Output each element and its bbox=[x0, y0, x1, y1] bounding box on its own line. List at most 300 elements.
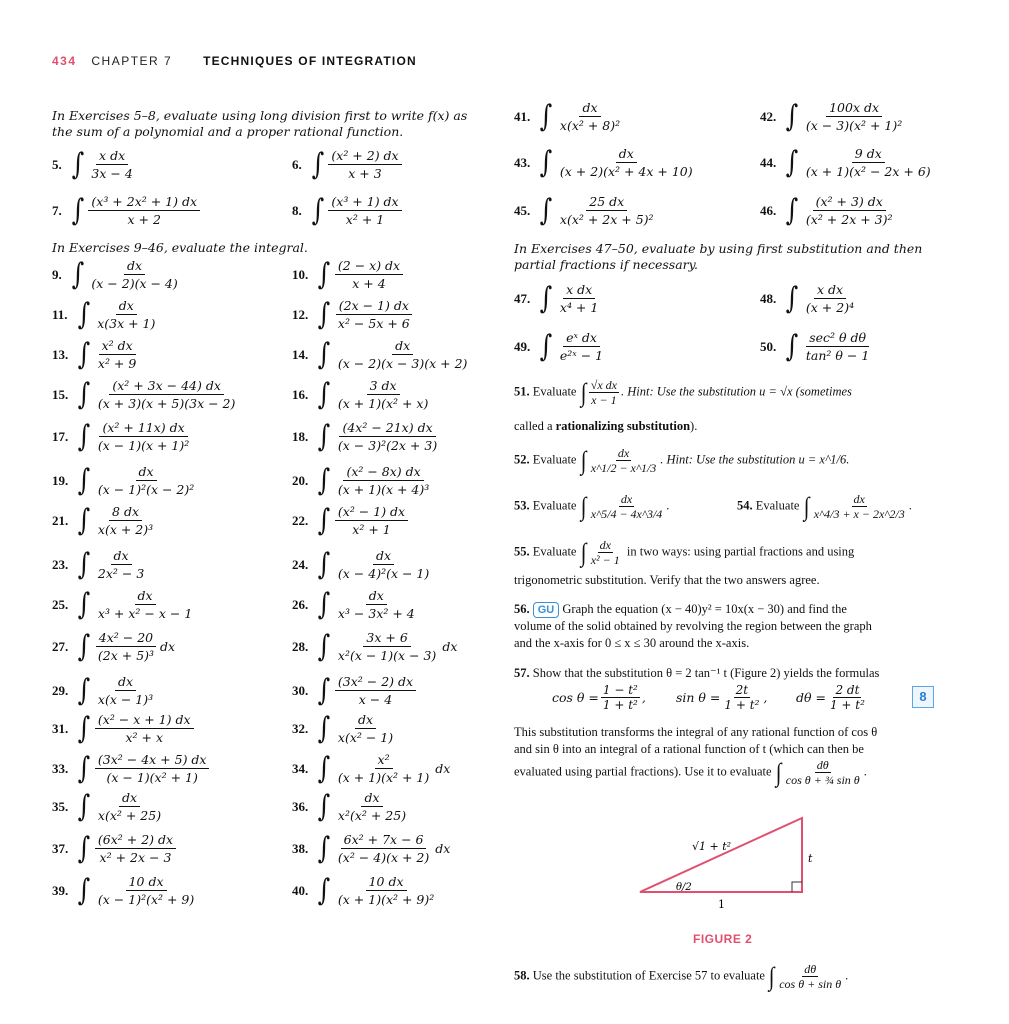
numerator: 8 dx bbox=[109, 504, 142, 521]
differential: dx bbox=[435, 761, 451, 776]
denominator: x(x² + 8)² bbox=[559, 118, 621, 133]
integral-sign-icon: ∫ bbox=[317, 376, 331, 412]
denominator: (x + 1)(x + 4)³ bbox=[337, 482, 430, 497]
exercise-item bbox=[52, 874, 200, 907]
integral-sign-icon: ∫ bbox=[77, 830, 91, 866]
exercise-item bbox=[52, 464, 200, 497]
denominator: x(x² + 2x + 5)² bbox=[559, 212, 654, 227]
numerator: dx bbox=[579, 100, 600, 117]
fraction bbox=[803, 282, 857, 315]
denominator: x − 4 bbox=[358, 692, 393, 707]
integral-sign-icon: ∫ bbox=[580, 537, 587, 567]
formula-cos: cos θ = $\frac{\text{1 − t²}}{\text{1 + t²}}$ , bbox=[552, 683, 646, 712]
integral-sign-icon: ∫ bbox=[317, 418, 331, 454]
instruction-5-8: In Exercises 5–8, evaluate using long division first to write f(x) as the sum of a polynomial and a proper rational function. bbox=[52, 108, 468, 139]
integral-sign-icon: ∫ bbox=[785, 144, 799, 180]
exercise-item bbox=[52, 832, 179, 865]
numerator: dx bbox=[115, 674, 136, 691]
denominator: (x − 1)(x² + 1) bbox=[106, 770, 198, 785]
fraction bbox=[335, 712, 396, 745]
denominator: (2x + 5)³ bbox=[97, 648, 155, 663]
denominator: (x + 2)⁴ bbox=[805, 300, 855, 315]
exercise-item bbox=[514, 146, 699, 179]
page-number: 434 bbox=[52, 54, 77, 68]
exercise-number: 32. bbox=[292, 720, 309, 736]
numerator: 9 dx bbox=[852, 146, 885, 163]
fraction bbox=[557, 330, 606, 363]
integral-sign-icon: ∫ bbox=[539, 280, 553, 316]
numerator: (x³ + 1) dx bbox=[328, 194, 401, 211]
exercise-number: 35. bbox=[52, 798, 69, 814]
numerator: dx bbox=[111, 548, 132, 565]
exercise-number: 29. bbox=[52, 682, 69, 698]
fraction bbox=[95, 630, 157, 663]
exercise-number: 26. bbox=[292, 596, 309, 612]
numerator: dx bbox=[119, 790, 140, 807]
problem-53: 53. Evaluate ∫ $\frac{dx}{x\^{}5/4 - 4x\^{}3/4}$ . bbox=[514, 491, 670, 521]
integral-sign-icon: ∫ bbox=[317, 462, 331, 498]
numerator: (x² + 2) dx bbox=[328, 148, 401, 165]
fraction bbox=[335, 420, 440, 453]
gu-badge: GU bbox=[533, 602, 560, 618]
problem-57: 57. Show that the substitution θ = 2 tan⁻¹ t (Figure 2) yields the formulas bbox=[514, 666, 880, 680]
fraction bbox=[95, 338, 139, 371]
integral-sign-icon: ∫ bbox=[317, 336, 331, 372]
integral-sign-icon: ∫ bbox=[785, 192, 799, 228]
exercise-item bbox=[292, 630, 457, 663]
fraction bbox=[95, 752, 210, 785]
fraction bbox=[803, 100, 905, 133]
exercise-number: 14. bbox=[292, 346, 309, 362]
exercise-number: 23. bbox=[52, 556, 69, 572]
exercise-item bbox=[514, 100, 626, 133]
integral-sign-icon: ∫ bbox=[71, 192, 84, 228]
integral-sign-icon: ∫ bbox=[775, 757, 782, 787]
denominator: (x − 2)(x − 4) bbox=[91, 276, 178, 291]
numerator: x dx bbox=[563, 282, 595, 299]
denominator: x² + 2x − 3 bbox=[99, 850, 172, 865]
integral-sign-icon: ∫ bbox=[768, 961, 775, 991]
denominator: x + 2 bbox=[127, 212, 161, 227]
denominator: (x − 1)²(x − 2)² bbox=[97, 482, 195, 497]
exercise-number: 34. bbox=[292, 760, 309, 776]
numerator: (x² + 3) dx bbox=[813, 194, 886, 211]
fraction bbox=[95, 674, 156, 707]
exercise-item bbox=[292, 504, 411, 537]
exercise-item bbox=[52, 630, 175, 663]
fraction bbox=[88, 148, 135, 181]
integral-sign-icon: ∫ bbox=[317, 628, 331, 664]
denominator: (x − 1)(x + 1)² bbox=[97, 438, 190, 453]
fraction bbox=[95, 548, 147, 581]
exercise-item bbox=[52, 298, 161, 331]
exercise-item bbox=[292, 790, 412, 823]
numerator: (x² − 1) dx bbox=[335, 504, 408, 521]
exercise-number: 46. bbox=[760, 202, 777, 218]
denominator: x²(x − 1)(x − 3) bbox=[337, 648, 437, 663]
exercise-number: 15. bbox=[52, 386, 69, 402]
exercise-number: 31. bbox=[52, 720, 69, 736]
adj-label: 1 bbox=[718, 898, 725, 910]
margin-badge[interactable]: 8 bbox=[912, 686, 934, 708]
denominator: x(x − 1)³ bbox=[97, 692, 154, 707]
exercise-number: 11. bbox=[52, 306, 68, 322]
denominator: x² − 5x + 6 bbox=[337, 316, 410, 331]
integral-sign-icon: ∫ bbox=[317, 750, 331, 786]
numerator: 10 dx bbox=[366, 874, 407, 891]
integral-sign-icon: ∫ bbox=[580, 491, 587, 521]
numerator: (x² + 11x) dx bbox=[99, 420, 187, 437]
exercise-number: 5. bbox=[52, 156, 62, 172]
exercise-number: 21. bbox=[52, 512, 69, 528]
numerator: (3x² − 2) dx bbox=[335, 674, 416, 691]
fraction bbox=[335, 338, 471, 371]
integral-sign-icon: ∫ bbox=[317, 586, 331, 622]
numerator: x dx bbox=[814, 282, 846, 299]
numerator: (2 − x) dx bbox=[335, 258, 403, 275]
exercise-item bbox=[52, 588, 198, 621]
integral-sign-icon: ∫ bbox=[317, 788, 331, 824]
exercise-item bbox=[514, 194, 660, 227]
exercise-number: 19. bbox=[52, 472, 69, 488]
exercise-number: 41. bbox=[514, 108, 531, 124]
instruction-9-46: In Exercises 9–46, evaluate the integral. bbox=[52, 240, 308, 255]
fraction bbox=[335, 464, 432, 497]
chapter-title: TECHNIQUES OF INTEGRATION bbox=[203, 54, 417, 68]
numerator: x² bbox=[375, 752, 393, 769]
integral-sign-icon: ∫ bbox=[317, 830, 331, 866]
integral-sign-icon: ∫ bbox=[539, 98, 553, 134]
right-angle-icon bbox=[792, 882, 802, 892]
integral-sign-icon: ∫ bbox=[71, 146, 84, 182]
integral-sign-icon: ∫ bbox=[77, 788, 91, 824]
exercise-number: 8. bbox=[292, 202, 302, 218]
integral-sign-icon: ∫ bbox=[77, 546, 91, 582]
exercise-item bbox=[52, 790, 167, 823]
integral-sign-icon: ∫ bbox=[317, 872, 331, 908]
numerator: dx bbox=[135, 588, 156, 605]
exercise-number: 49. bbox=[514, 338, 531, 354]
integral-sign-icon: ∫ bbox=[317, 502, 331, 538]
denominator: x⁴ + 1 bbox=[559, 300, 599, 315]
denominator: (x + 1)(x² + 1) bbox=[337, 770, 430, 785]
chapter-label: CHAPTER 7 bbox=[91, 54, 173, 68]
exercise-number: 12. bbox=[292, 306, 309, 322]
denominator: x³ + x² − x − 1 bbox=[97, 606, 193, 621]
exercise-item bbox=[514, 330, 609, 363]
denominator: (x + 1)(x² + 9)² bbox=[337, 892, 435, 907]
exercise-item bbox=[514, 282, 604, 315]
exercise-number: 18. bbox=[292, 428, 309, 444]
differential: dx bbox=[442, 639, 458, 654]
denominator: (x + 1)(x² + x) bbox=[337, 396, 429, 411]
integral-sign-icon: ∫ bbox=[77, 586, 91, 622]
integral-sign-icon: ∫ bbox=[77, 750, 91, 786]
instruction-47-50: In Exercises 47–50, evaluate by using first substitution and then partial fractions if necessary. bbox=[514, 241, 923, 272]
exercise-item bbox=[52, 504, 159, 537]
exercise-number: 27. bbox=[52, 638, 69, 654]
exercise-item bbox=[52, 194, 203, 227]
integral-sign-icon: ∫ bbox=[77, 296, 90, 332]
exercise-item bbox=[292, 832, 450, 865]
fraction bbox=[95, 712, 194, 745]
exercise-number: 33. bbox=[52, 760, 69, 776]
exercise-number: 13. bbox=[52, 346, 69, 362]
fraction bbox=[335, 832, 432, 865]
fraction bbox=[328, 194, 401, 227]
numerator: (x² − 8x) dx bbox=[343, 464, 423, 481]
fraction bbox=[335, 258, 403, 291]
fraction bbox=[95, 832, 176, 865]
denominator: (x − 2)(x − 3)(x + 2) bbox=[337, 356, 468, 371]
denominator: x² + 1 bbox=[352, 522, 391, 537]
exercise-number: 7. bbox=[52, 202, 62, 218]
numerator: (4x² − 21x) dx bbox=[339, 420, 435, 437]
problem-56: 56. GU Graph the equation (x − 40)y² = 10x(x − 30) and find the volume of the solid obtained by revolving the region between the graph and the x-axis for 0 ≤ x ≤ 30 around the x-axis. bbox=[514, 602, 872, 650]
integral-sign-icon: ∫ bbox=[539, 328, 553, 364]
exercise-number: 42. bbox=[760, 108, 777, 124]
problem-55-cont: trigonometric substitution. Verify that the two answers agree. bbox=[514, 573, 820, 587]
figure-label: FIGURE 2 bbox=[693, 932, 753, 946]
triangle-shape bbox=[640, 818, 802, 892]
fraction bbox=[328, 148, 401, 181]
integral-sign-icon: ∫ bbox=[77, 872, 91, 908]
integral-sign-icon: ∫ bbox=[77, 502, 91, 538]
numerator: dx bbox=[116, 298, 137, 315]
problem-54: 54. Evaluate ∫ $\frac{dx}{x\^{}4/3 + x - 2x\^{}2/3}$ . bbox=[737, 491, 912, 521]
integral-sign-icon: ∫ bbox=[77, 710, 91, 746]
numerator: dx bbox=[373, 548, 394, 565]
fraction bbox=[557, 282, 601, 315]
fraction bbox=[335, 752, 432, 785]
integral-sign-icon: ∫ bbox=[311, 192, 324, 228]
problem-58: 58. Use the substitution of Exercise 57 to evaluate ∫ $\frac{d\theta}{\text{cos θ + sin θ}}$ . bbox=[514, 961, 849, 991]
exercise-item bbox=[760, 282, 860, 315]
denominator: (x + 1)(x² − 2x + 6) bbox=[805, 164, 931, 179]
fraction bbox=[95, 588, 195, 621]
numerator: dx bbox=[366, 588, 387, 605]
formula-sin: sin θ = $\frac{2t}{\text{1 + t²}}$ , bbox=[676, 683, 768, 712]
numerator: 3x + 6 bbox=[363, 630, 410, 647]
numerator: dx bbox=[124, 258, 145, 275]
numerator: (x² − x + 1) dx bbox=[95, 712, 194, 729]
numerator: (6x² + 2) dx bbox=[95, 832, 176, 849]
denominator: x³ − 3x² + 4 bbox=[337, 606, 415, 621]
exercise-number: 17. bbox=[52, 428, 69, 444]
denominator: x + 3 bbox=[348, 166, 382, 181]
exercise-item bbox=[292, 548, 435, 581]
exercise-item bbox=[292, 378, 434, 411]
exercise-number: 37. bbox=[52, 840, 69, 856]
exercise-item bbox=[292, 588, 421, 621]
exercise-number: 28. bbox=[292, 638, 309, 654]
denominator: (x² + 2x + 3)² bbox=[805, 212, 893, 227]
numerator: (3x² − 4x + 5) dx bbox=[95, 752, 210, 769]
problem-57-eval: evaluated using partial fractions). Use it to evaluate ∫ $\frac{d\theta}{\text{cos θ + ¾ sin θ}}$ . bbox=[514, 757, 867, 787]
exercise-number: 24. bbox=[292, 556, 309, 572]
exercise-number: 50. bbox=[760, 338, 777, 354]
numerator: dx bbox=[136, 464, 157, 481]
exercise-item bbox=[52, 674, 159, 707]
exercise-item bbox=[292, 674, 419, 707]
denominator: tan² θ − 1 bbox=[805, 348, 870, 363]
exercise-number: 22. bbox=[292, 512, 309, 528]
exercise-number: 36. bbox=[292, 798, 309, 814]
denominator: (x − 3)²(2x + 3) bbox=[337, 438, 438, 453]
exercise-number: 43. bbox=[514, 154, 531, 170]
integral-sign-icon: ∫ bbox=[77, 628, 91, 664]
fraction bbox=[557, 100, 623, 133]
numerator: 100x dx bbox=[826, 100, 882, 117]
denominator: x(x + 2)³ bbox=[97, 522, 154, 537]
fraction bbox=[803, 194, 896, 227]
numerator: (2x − 1) dx bbox=[336, 298, 412, 315]
exercise-item bbox=[760, 100, 908, 133]
denominator: (x² − 4)(x + 2) bbox=[337, 850, 430, 865]
integral-sign-icon: ∫ bbox=[580, 445, 587, 475]
exercise-number: 38. bbox=[292, 840, 309, 856]
numerator: 25 dx bbox=[586, 194, 627, 211]
exercise-item bbox=[52, 338, 142, 371]
integral-sign-icon: ∫ bbox=[803, 491, 810, 521]
denominator: x² + x bbox=[125, 730, 163, 745]
exercise-number: 16. bbox=[292, 386, 309, 402]
exercise-number: 25. bbox=[52, 596, 69, 612]
fraction bbox=[335, 588, 418, 621]
integral-sign-icon: ∫ bbox=[539, 144, 553, 180]
integral-sign-icon: ∫ bbox=[77, 418, 91, 454]
denominator: x²(x² + 25) bbox=[337, 808, 407, 823]
exercise-number: 48. bbox=[760, 290, 777, 306]
integral-sign-icon: ∫ bbox=[539, 192, 553, 228]
denominator: e²ˣ − 1 bbox=[559, 348, 604, 363]
fraction bbox=[335, 874, 437, 907]
fraction bbox=[803, 146, 934, 179]
fraction bbox=[335, 378, 431, 411]
fraction bbox=[335, 790, 409, 823]
hyp-label: √1 + t² bbox=[692, 840, 732, 853]
numerator: dx bbox=[616, 146, 637, 163]
fraction bbox=[95, 504, 156, 537]
numerator: (x³ + 2x² + 1) dx bbox=[88, 194, 200, 211]
exercise-number: 30. bbox=[292, 682, 309, 698]
denominator: x + 4 bbox=[352, 276, 386, 291]
angle-label: θ/2 bbox=[676, 882, 692, 893]
fraction bbox=[803, 330, 872, 363]
numerator: 3 dx bbox=[367, 378, 400, 395]
exercise-item bbox=[760, 146, 937, 179]
integral-sign-icon: ∫ bbox=[317, 710, 331, 746]
denominator: x² + 1 bbox=[345, 212, 385, 227]
exercise-item bbox=[52, 148, 139, 181]
fraction bbox=[335, 298, 413, 331]
fraction bbox=[335, 674, 416, 707]
exercise-number: 40. bbox=[292, 882, 309, 898]
fraction bbox=[335, 630, 439, 663]
exercise-item bbox=[292, 338, 473, 371]
exercise-number: 47. bbox=[514, 290, 531, 306]
exercise-item bbox=[292, 874, 440, 907]
integral-sign-icon: ∫ bbox=[77, 462, 91, 498]
differential: dx bbox=[160, 639, 176, 654]
exercise-number: 6. bbox=[292, 156, 302, 172]
problem-51-cont: called a rationalizing substitution). bbox=[514, 419, 698, 433]
integral-sign-icon: ∫ bbox=[311, 146, 324, 182]
figure-2-triangle bbox=[620, 810, 820, 910]
exercise-item bbox=[52, 548, 150, 581]
numerator: dx bbox=[392, 338, 413, 355]
exercise-item bbox=[292, 464, 435, 497]
integral-sign-icon: ∫ bbox=[785, 98, 799, 134]
integral-sign-icon: ∫ bbox=[785, 328, 799, 364]
integral-sign-icon: ∫ bbox=[317, 296, 331, 332]
formula-dtheta: dθ = $\frac{2 dt}{\text{1 + t²}}$ bbox=[796, 683, 865, 712]
exercise-item bbox=[292, 148, 405, 181]
numerator: sec² θ dθ bbox=[806, 330, 869, 347]
fraction bbox=[94, 298, 158, 331]
denominator: x(x² − 1) bbox=[337, 730, 394, 745]
fraction bbox=[95, 790, 164, 823]
denominator: (x + 2)(x² + 4x + 10) bbox=[559, 164, 693, 179]
integral-sign-icon: ∫ bbox=[77, 672, 91, 708]
exercise-item bbox=[52, 752, 212, 785]
exercise-item bbox=[292, 194, 405, 227]
denominator: x² + 9 bbox=[97, 356, 137, 371]
exercise-item bbox=[292, 420, 443, 453]
exercise-item bbox=[292, 298, 416, 331]
fraction bbox=[88, 258, 180, 291]
denominator: (x + 3)(x + 5)(3x − 2) bbox=[97, 396, 236, 411]
exercise-item bbox=[292, 258, 406, 291]
numerator: 4x² − 20 bbox=[96, 630, 156, 647]
exercise-item bbox=[52, 420, 195, 453]
fraction bbox=[95, 378, 238, 411]
exercise-number: 9. bbox=[52, 266, 62, 282]
exercise-item bbox=[292, 712, 399, 745]
denominator: 3x − 4 bbox=[91, 166, 133, 181]
exercise-number: 44. bbox=[760, 154, 777, 170]
integral-sign-icon: ∫ bbox=[785, 280, 799, 316]
integral-sign-icon: ∫ bbox=[580, 377, 587, 407]
numerator: x² dx bbox=[99, 338, 136, 355]
denominator: (x − 3)(x² + 1)² bbox=[805, 118, 903, 133]
exercise-item bbox=[760, 330, 875, 363]
fraction bbox=[95, 464, 197, 497]
integral-sign-icon: ∫ bbox=[317, 256, 331, 292]
fraction bbox=[88, 194, 200, 227]
fraction bbox=[557, 146, 696, 179]
exercise-number: 20. bbox=[292, 472, 309, 488]
problem-55: 55. Evaluate ∫ $\frac{dx}{\text{x² − 1}}$ in two ways: using partial fractions and using bbox=[514, 537, 855, 567]
integral-sign-icon: ∫ bbox=[77, 376, 91, 412]
denominator: (x − 4)²(x − 1) bbox=[337, 566, 430, 581]
exercise-item bbox=[52, 712, 197, 745]
problem-52: 52. Evaluate ∫ $\frac{dx}{x\^{}1/2 - x\^{}1/3}$ . Hint: Use the substitution u = x^1/6. bbox=[514, 445, 850, 475]
exercise-number: 45. bbox=[514, 202, 531, 218]
exercise-item bbox=[292, 752, 450, 785]
problem-51: 51. Evaluate ∫ $\frac{\text{√x dx}}{x - 1}$ . Hint: Use the substitution u = √x (sometimes bbox=[514, 377, 852, 407]
numerator: dx bbox=[361, 790, 382, 807]
page-header bbox=[52, 54, 417, 68]
exercise-item bbox=[52, 258, 184, 291]
denominator: x(3x + 1) bbox=[97, 316, 156, 331]
fraction bbox=[557, 194, 657, 227]
numerator: dx bbox=[355, 712, 376, 729]
numerator: 10 dx bbox=[126, 874, 167, 891]
fraction bbox=[95, 420, 192, 453]
exercise-number: 10. bbox=[292, 266, 309, 282]
numerator: 6x² + 7x − 6 bbox=[341, 832, 427, 849]
